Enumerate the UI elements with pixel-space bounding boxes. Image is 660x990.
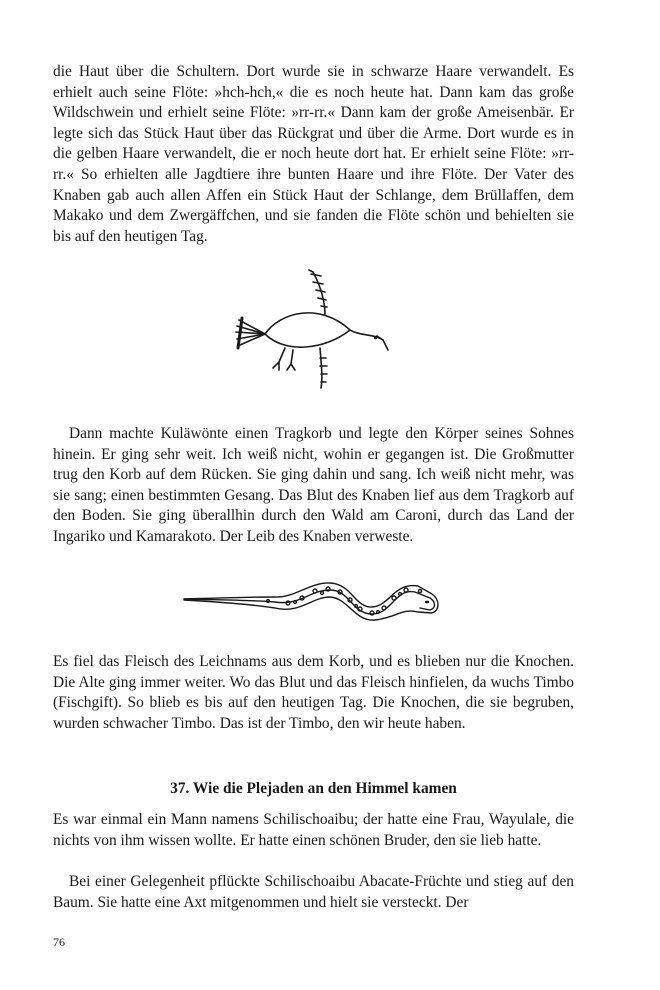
bird-illustration [225, 262, 405, 392]
paragraph-1: die Haut über die Schultern. Dort wurde sie in schwarze Haare verwandelt. Es erhielt auch seine Flöte: »hch-hch,« die es noch heute hat. Dann kam das große Wildschwein und erhielt seine Flöte: »rr-rr.« Dann kam der große Ameisenbär. Er legte sich das Stück Haut über das Rückgrat und über die Arme. Dort wurde es in die gelben Haare verwandelt, die er noch heute dort hat. Er erhielt seine Flöte: »rr-rr.« So erhielten alle Jagdtiere ihre bunten Haare und ihre Flöte. Der Vater des Knaben gab auch allen Affen ein Stück Haut der Schlange, dem Brüllaffen, dem Makako und dem Zwergäffchen, und sie fanden die Flöte schön und behielten sie bis auf den heutigen Tag. [53, 63, 574, 245]
page-number: 76 [53, 935, 65, 949]
paragraph-4: Es war einmal ein Mann namens Schilischoaibu; der hatte eine Frau, Wayulale, die nichts von ihm wissen wollte. Er hatte einen schönen Bruder, den sie lieb hatte. [53, 811, 574, 849]
snake-illustration [180, 578, 442, 628]
paragraph-5: Bei einer Gelegenheit pflückte Schilischoaibu Abacate-Früchte und stieg auf den Baum. Sie hatte eine Axt mitgenommen und hielt sie versteckt. Der [53, 873, 574, 911]
paragraph-2: Dann machte Kuläwönte einen Tragkorb und legte den Körper seines Sohnes hinein. Er ging sehr weit. Ich weiß nicht, wohin er gegangen ist. Die Großmutter trug den Korb auf dem Rücken. Sie ging dahin und sang. Ich weiß nicht mehr, was sie sang; einen bestimmten Gesang. Das Blut des Knaben lief aus dem Tragkorb auf den Boden. Sie ging überallhin durch den Wald am Caroni, durch das Land der Ingariko und Kamarakoto. Der Leib des Knaben verweste. [53, 425, 574, 545]
paragraph-3: Es fiel das Fleisch des Leichnams aus dem Korb, und es blieben nur die Knochen. Die Alte ging immer weiter. Wo das Blut und das Fleisch hinfielen, da wuchs Timbo (Fischgift). So blieb es bis auf den heutigen Tag. Die Knochen, die sie begruben, wurden schwacher Timbo. Das ist der Timbo, den wir heute haben. [53, 653, 574, 732]
section-heading: 37. Wie die Plejaden an den Himmel kamen [170, 780, 457, 797]
